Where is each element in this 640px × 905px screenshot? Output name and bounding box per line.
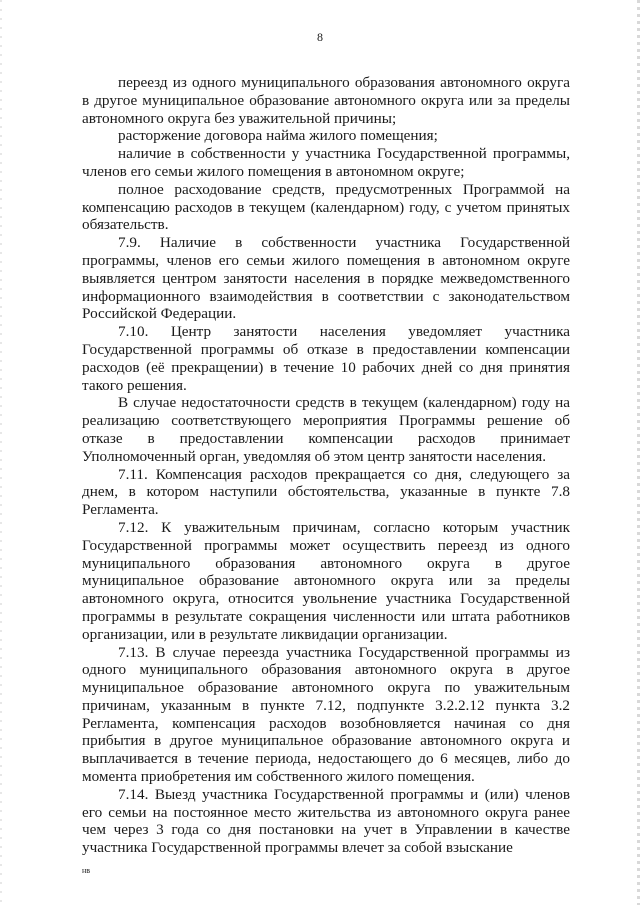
paragraph-7-9: 7.9. Наличие в собственности участника Государственной программы, членов его семьи жилого помещения в автономном округе выявляется центром занятости населения в порядке межведомственного информационного взаимодействия в соответствии с законодательством Российской Федерации. [82, 234, 570, 323]
paragraph-relocation-without-reason: переезд из одного муниципального образования автономного округа в другое муниципальное образование автономного округа или за пределы автономного округа без уважительной причины; [82, 74, 570, 127]
paragraph-insufficient-funds: В случае недостаточности средств в текущем (календарном) году на реализацию соответствующего мероприятия Программы решение об отказе в предоставлении компенсации расходов принимает Уполномоченный орган, уведомляя об этом центр занятости населения. [82, 394, 570, 465]
document-body [82, 74, 570, 857]
page-number: 8 [317, 30, 323, 44]
paragraph-7-11: 7.11. Компенсация расходов прекращается со дня, следующего за днем, в котором наступили обстоятельства, указанные в пункте 7.8 Регламента. [82, 465, 570, 519]
paragraph-7-13: 7.13. В случае переезда участника Государственной программы из одного муниципального образования автономного округа в другое муниципальное образование автономного округа по уважительным причинам, указанным в пункте 7.12, подпункте 3.2.2.12 пункта 3.2 Регламента, компенсация расходов возобновляется начиная со дня прибытия в другое муниципальное образование автономного округа и выплачивается в течение периода, недостающего до 6 месяцев, либо до момента приобретения им собственного жилого помещения. [82, 643, 570, 786]
paragraph-7-14: 7.14. Выезд участника Государственной программы и (или) членов его семьи на постоянное место жительства из автономного округа ранее чем через 3 года со дня постановки на учет в Управлении в качестве участника Государственной программы влечет за собой взыскание [82, 785, 570, 857]
paragraph-7-12: 7.12. К уважительным причинам, согласно которым участник Государственной программы может осуществить переезд из одного муниципального образования автономного округа в другое муниципальное образование автономного округа или за пределы автономного округа, относится увольнение участника Государственной программы в результате сокращения численности или штата работников организации, или в результате ликвидации организации. [82, 518, 570, 643]
footer-initials: нв [82, 866, 91, 875]
scan-edge-left [0, 0, 2, 905]
paragraph-property-ownership: наличие в собственности у участника Государственной программы, членов его семьи жилого помещения в автономном округе; [82, 145, 570, 180]
paragraph-7-10: 7.10. Центр занятости населения уведомляет участника Государственной программы об отказе в предоставлении компенсации расходов (её прекращении) в течение 10 рабочих дней со дня принятия такого решения. [82, 323, 570, 394]
paragraph-funds-exhausted: полное расходование средств, предусмотренных Программой на компенсацию расходов в текущем (календарном) году, с учетом принятых обязательств. [82, 180, 570, 234]
paragraph-lease-termination: расторжение договора найма жилого помещения; [118, 127, 438, 145]
